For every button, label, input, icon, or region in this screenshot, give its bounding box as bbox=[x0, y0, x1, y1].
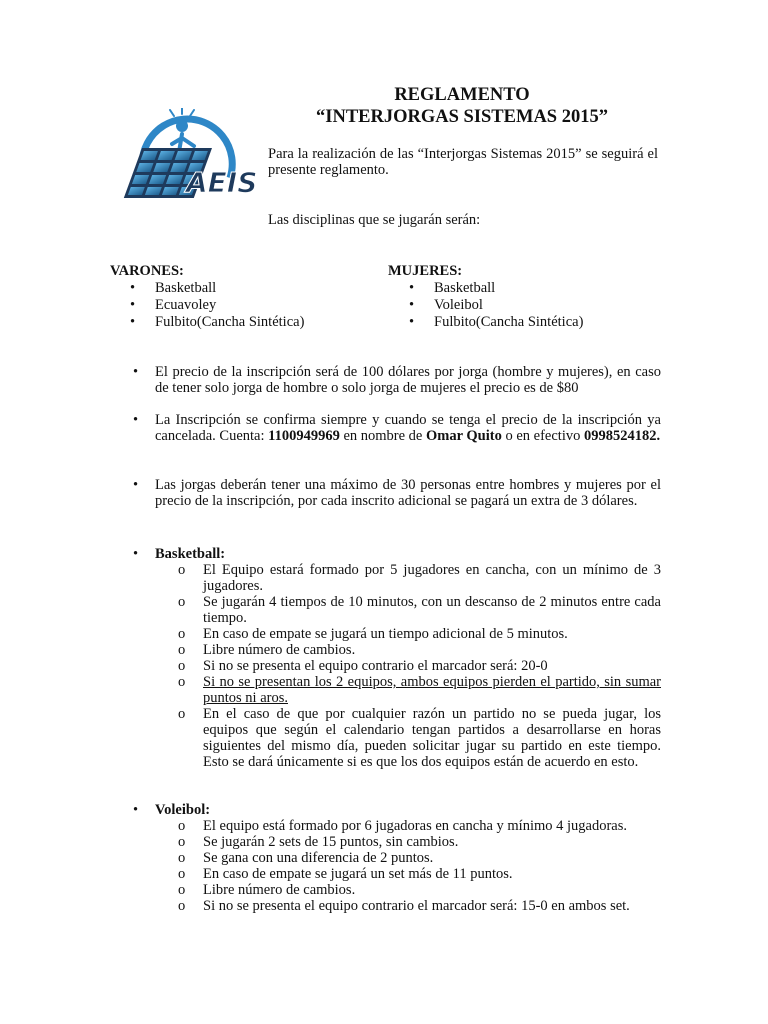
mujeres-heading: MUJERES: bbox=[388, 263, 463, 279]
document-subtitle: “INTERJORGAS SISTEMAS 2015” bbox=[316, 107, 608, 127]
basketball-rules bbox=[178, 562, 661, 770]
bullet: • bbox=[133, 802, 139, 818]
section-voleibol bbox=[133, 802, 661, 818]
rule-inscription bbox=[133, 412, 661, 444]
account-number: 1100949969 bbox=[268, 428, 340, 444]
mujeres-list bbox=[409, 280, 583, 331]
logo-text: AEIS bbox=[186, 166, 258, 199]
aeis-logo bbox=[118, 108, 268, 208]
bullet: • bbox=[133, 412, 139, 428]
section-basketball bbox=[133, 546, 661, 562]
basketball-rule: o Si no se presentan los 2 equipos, ambos equipos pierden el partido, sin sumar puntos ni aros. bbox=[178, 674, 661, 706]
disciplines-intro: Las disciplinas que se jugarán serán: bbox=[268, 212, 481, 228]
phone-number: 0998524182. bbox=[584, 428, 661, 444]
rule-price bbox=[133, 364, 661, 396]
varones-item: • Basketball bbox=[130, 280, 304, 297]
mujeres-item: • Voleibol bbox=[409, 297, 583, 314]
voleibol-rule: o El equipo está formado por 6 jugadoras en cancha y mínimo 4 jugadoras. bbox=[178, 818, 628, 834]
voleibol-rule: o Si no se presenta el equipo contrario el marcador será: 15-0 en ambos set. bbox=[178, 898, 630, 914]
bullet: • bbox=[133, 364, 139, 380]
basketball-rule: o Si no se presenta el equipo contrario el marcador será: 20-0 bbox=[178, 658, 548, 674]
bullet: • bbox=[133, 477, 139, 493]
varones-list bbox=[130, 280, 304, 331]
basketball-rule: o Libre número de cambios. bbox=[178, 642, 356, 658]
basketball-heading: Basketball: bbox=[155, 546, 226, 562]
rule-inscription-text: La Inscripción se confirma siempre y cuando se tenga el precio de la inscripción ya cancelada. Cuenta: 1100949969 en nombre de Omar Quito o en efectivo 0998524182. bbox=[155, 412, 661, 444]
varones-item: • Fulbito(Cancha Sintética) bbox=[130, 314, 304, 331]
rule-price-text: El precio de la inscripción será de 100 dólares por jorga (hombre y mujeres), en caso de tener solo jorga de hombre o solo jorga de mujeres el precio es de $80 bbox=[155, 364, 661, 396]
account-holder: Omar Quito bbox=[426, 428, 502, 444]
voleibol-heading: Voleibol: bbox=[155, 802, 211, 818]
voleibol-rule: o En caso de empate se jugará un set más de 11 puntos. bbox=[178, 866, 513, 882]
mujeres-item: • Fulbito(Cancha Sintética) bbox=[409, 314, 583, 331]
voleibol-rule: o Libre número de cambios. bbox=[178, 882, 356, 898]
varones-item: • Ecuavoley bbox=[130, 297, 304, 314]
basketball-rule: o En el caso de que por cualquier razón un partido no se pueda jugar, los equipos que según el calendario tengan partidos a desarrollarse en horas siguientes del mismo día, pueden solicitar jugar su partido en este tiempo. Esto se dará únicamente si es que los dos equipos están de acuerdo en esto. bbox=[178, 706, 661, 770]
intro-paragraph: Para la realización de las “Interjorgas Sistemas 2015” se seguirá el presente reglamento. bbox=[268, 146, 658, 178]
bullet: • bbox=[133, 546, 139, 562]
mujeres-item: • Basketball bbox=[409, 280, 583, 297]
basketball-rule: o Se jugarán 4 tiempos de 10 minutos, con un descanso de 2 minutos entre cada tiempo. bbox=[178, 594, 661, 626]
voleibol-rule: o Se jugarán 2 sets de 15 puntos, sin cambios. bbox=[178, 834, 459, 850]
basketball-rule: o El Equipo estará formado por 5 jugadores en cancha, con un mínimo de 3 jugadores. bbox=[178, 562, 661, 594]
voleibol-rule: o Se gana con una diferencia de 2 puntos. bbox=[178, 850, 434, 866]
rule-max-people bbox=[133, 477, 661, 509]
rule-max-people-text: Las jorgas deberán tener una máximo de 30 personas entre hombres y mujeres por el precio de la inscripción, por cada inscrito adicional se pagará un extra de 3 dólares. bbox=[155, 477, 661, 509]
document-title: REGLAMENTO bbox=[394, 85, 530, 105]
voleibol-rules bbox=[178, 818, 661, 914]
varones-heading: VARONES: bbox=[110, 263, 184, 279]
basketball-rule: o En caso de empate se jugará un tiempo adicional de 5 minutos. bbox=[178, 626, 568, 642]
